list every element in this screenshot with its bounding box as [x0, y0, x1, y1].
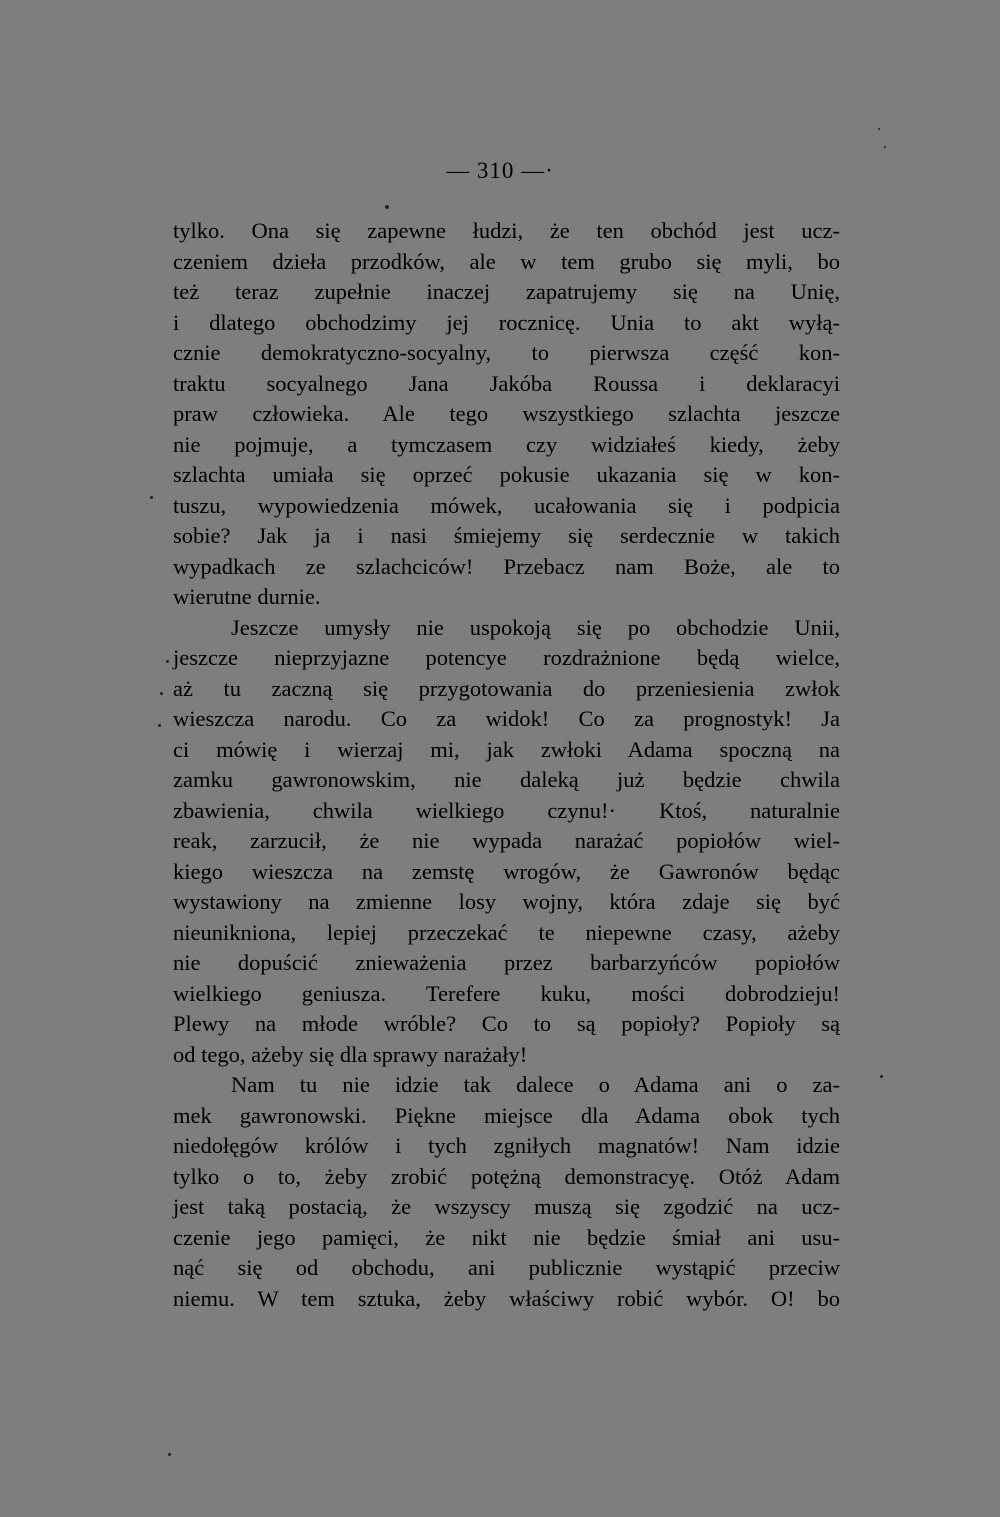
text-line: wierutne durnie. — [173, 584, 321, 609]
text-line: nie dopuścić znieważenia przez barbarzyńców popiołów — [173, 950, 840, 975]
text-line: nąć się od obchodu, ani publicznie wystąpić przeciw — [173, 1255, 840, 1280]
text-line: czeniem dzieła przodków, ale w tem grubo się myli, bo — [173, 248, 840, 274]
text-line: jest taką postacią, że wszyscy muszą się zgodzić na ucz- — [173, 1194, 840, 1219]
text-line: wypadkach ze szlachciców! Przebacz nam Boże, ale to — [173, 553, 840, 579]
text-line: niemu. W tem sztuka, żeby właściwy robić wybór. O! bo — [173, 1285, 840, 1311]
text-line: tuszu, wypowiedzenia mówek, ucałowania się i podpicia — [173, 492, 840, 518]
scan-speck — [385, 205, 389, 209]
scan-speck — [884, 146, 886, 148]
text-line: niedołęgów królów i tych zgniłych magnatów! Nam idzie — [173, 1133, 840, 1158]
text-line: ci mówię i wierzaj mi, jak zwłoki Adama spoczną na — [173, 736, 840, 762]
text-line: i dlatego obchodzimy jej rocznicę. Unia to akt wyłą- — [173, 309, 840, 335]
text-line: też teraz zupełnie inaczej zapatrujemy się na Unię, — [173, 279, 840, 304]
text-line: nieunikniona, lepiej przeczekać te niepewne czasy, ażeby — [173, 919, 840, 945]
text-line: reak, zarzucił, że nie wypada narażać popiołów wiel- — [173, 828, 840, 853]
text-line: wystawiony na zmienne losy wojny, która zdaje się być — [173, 889, 840, 914]
text-line: zamku gawronowskim, nie daleką już będzie chwila — [173, 767, 840, 792]
text-line: czenie jego pamięci, że nikt nie będzie śmiał ani usu- — [173, 1224, 840, 1250]
text-line: cznie demokratyczno-socyalny, to pierwsza część kon- — [173, 340, 840, 365]
text-line: Jeszcze umysły nie uspokoją się po obchodzie Unii, — [231, 614, 840, 640]
scan-speck — [168, 1453, 171, 1456]
text-line: jeszcze nieprzyjazne potencye rozdrażnione będą wielce, — [173, 645, 840, 670]
text-line: od tego, ażeby się dla sprawy narażały! — [173, 1041, 528, 1067]
page-number: — 310 —· — [446, 158, 554, 183]
body-text — [173, 216, 840, 1314]
text-line: praw człowieka. Ale tego wszystkiego szlachta jeszcze — [173, 401, 840, 426]
text-line: nie pojmuje, a tymczasem czy widziałeś kiedy, żeby — [173, 431, 840, 457]
text-line: sobie? Jak ja i nasi śmiejemy się serdecznie w takich — [173, 523, 840, 548]
text-line: Plewy na młode wróble? Co to są popioły? Popioły są — [173, 1011, 840, 1036]
text-line: wielkiego geniusza. Terefere kuku, mości dobrodzieju! — [173, 980, 840, 1006]
scan-speck — [150, 496, 153, 499]
scan-speck — [166, 660, 169, 663]
scan-speck — [878, 128, 880, 130]
text-line: szlachta umiała się oprzeć pokusie ukazania się w kon- — [173, 462, 840, 487]
text-line: aż tu zaczną się przygotowania do przeniesienia zwłok — [173, 675, 840, 701]
text-line: mek gawronowski. Piękne miejsce dla Adama obok tych — [173, 1102, 840, 1128]
text-line: zbawienia, chwila wielkiego czynu!· Ktoś, naturalnie — [173, 797, 840, 823]
text-line: tylko. Ona się zapewne łudzi, że ten obchód jest ucz- — [173, 218, 840, 243]
scan-speck — [158, 724, 161, 727]
text-line: traktu socyalnego Jana Jakóba Roussa i deklaracyi — [173, 370, 840, 396]
text-line: kiego wieszcza na zemstę wrogów, że Gawronów będąc — [173, 858, 840, 884]
text-line: wieszcza narodu. Co za widok! Co za prognostyk! Ja — [173, 706, 840, 731]
text-line: tylko o to, żeby zrobić potężną demonstracyę. Otóż Adam — [173, 1163, 840, 1189]
scan-speck — [160, 692, 163, 695]
scan-speck — [880, 1075, 883, 1078]
text-line: Nam tu nie idzie tak dalece o Adama ani o za- — [231, 1072, 840, 1097]
